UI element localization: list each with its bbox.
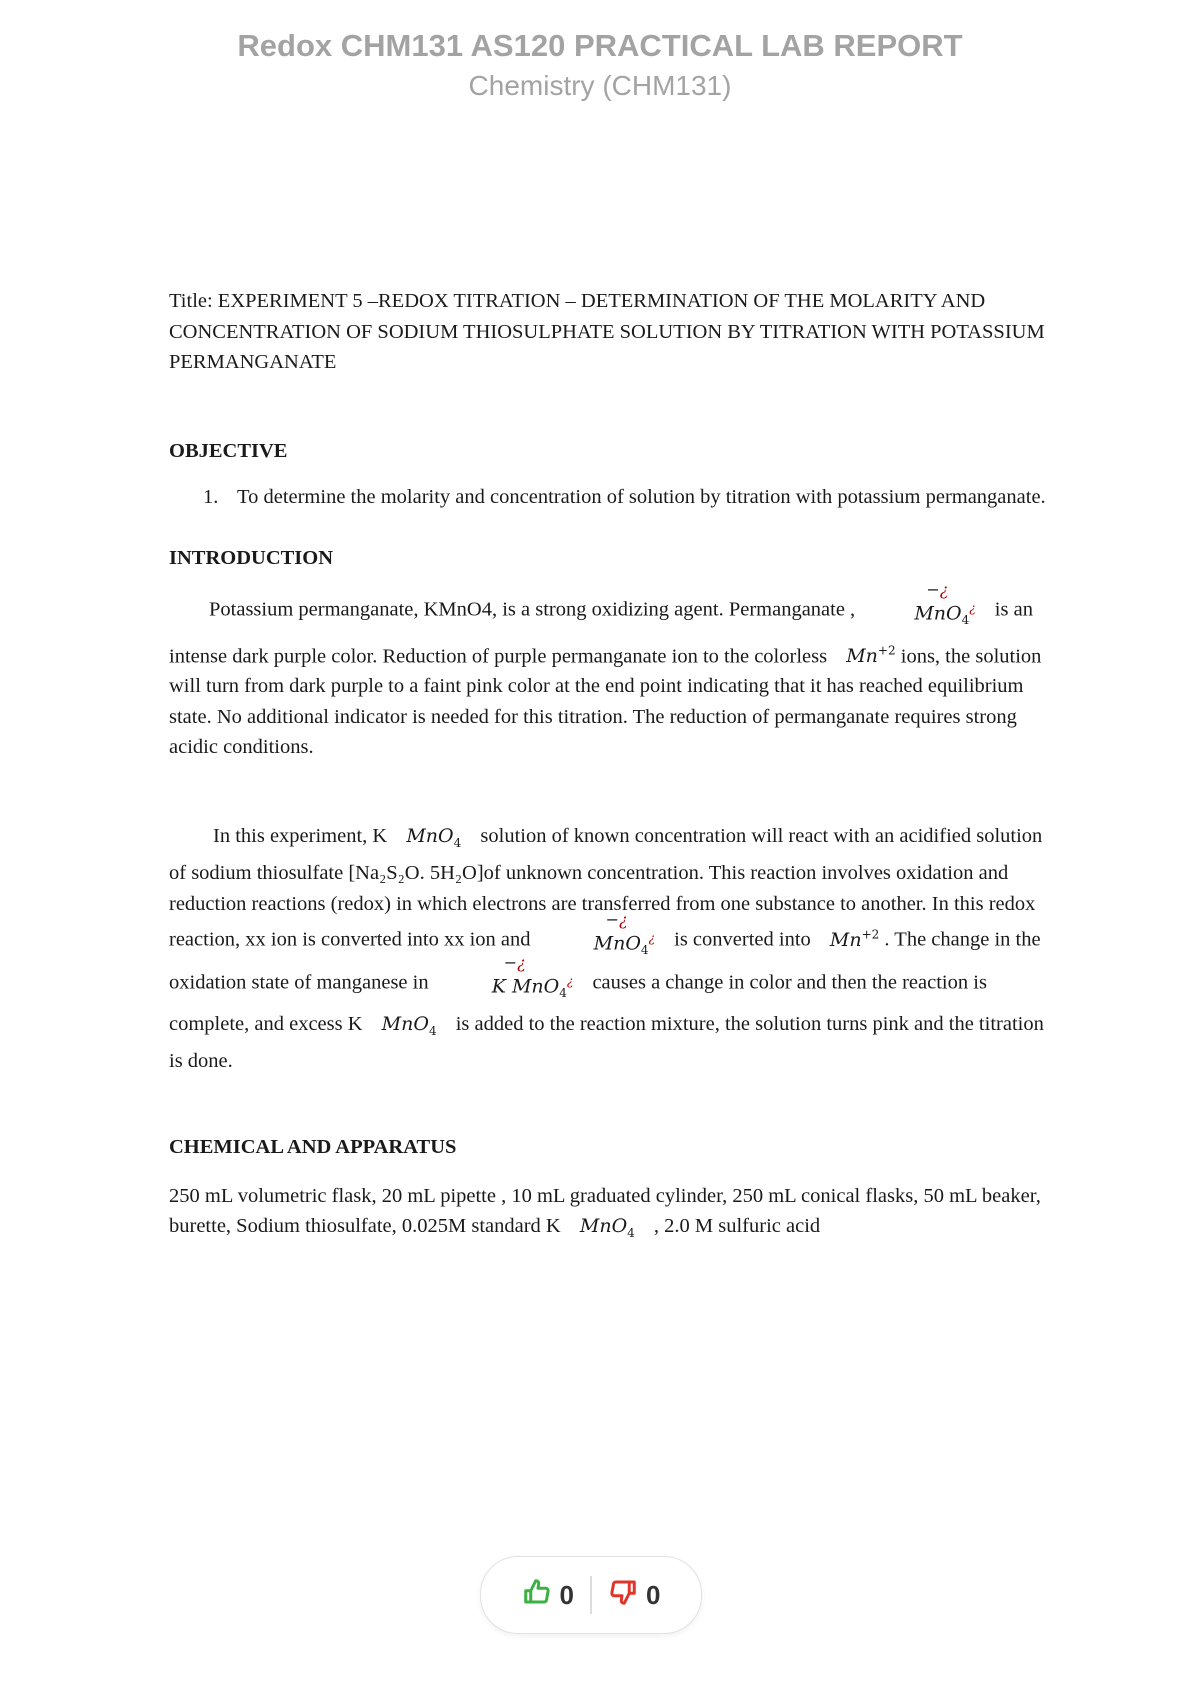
formula-manganese-ion: $Mn^{+2}$ xyxy=(846,643,896,667)
thumbs-up-icon xyxy=(522,1577,552,1614)
list-number: 1. xyxy=(203,486,219,508)
objective-list xyxy=(169,482,1059,513)
formula-manganese-ion: $Mn^{+2}$ xyxy=(829,927,880,951)
introduction-heading: INTRODUCTION xyxy=(169,546,334,569)
formula-potassium-permanganate-ion: −¿ K MnO$_4$¿ xyxy=(491,952,574,1000)
formula-permanganate-ion: −¿ MnO$_4$¿ xyxy=(914,580,976,628)
vote-bar xyxy=(480,1556,702,1634)
intro-paragraph-2: In this experiment, K MnO$_4$ solution of known concentration will react with an acidified solution of sodium thiosulfate [Na₂S₂O. 5H₂O]of unknown concentration. This reaction involves oxidation and reduction reactions (redox) in which electrons are transferred from one substance to another. In this redox reaction, xx ion is converted into xx ion and −¿ MnO$_4$¿ is converted into $Mn^{+2}$ . The change in the oxidation state of manganese in −¿ K MnO$_4$¿ causes a change in color and then the reaction is complete, and excess K MnO$_4$ is added to the reaction mixture, the solution turns pink and the titration is done. xyxy=(169,824,1044,1072)
downvote-count: 0 xyxy=(646,1579,661,1610)
chemicals-heading: CHEMICAL AND APPARATUS xyxy=(169,1136,457,1159)
objective-heading: OBJECTIVE xyxy=(169,439,288,462)
document-title: Redox CHM131 AS120 PRACTICAL LAB REPORT xyxy=(237,28,963,63)
formula-permanganate-ion: −¿ MnO$_4$¿ xyxy=(593,910,655,958)
list-item xyxy=(169,482,1059,513)
chemicals-paragraph: 250 mL volumetric flask, 20 mL pipette , 10 mL graduated cylinder, 250 mL conical flasks, 50 mL beaker, burette, Sodium thiosulfate, 0.025M standard K MnO$_4$ , 2.0 M sulfuric acid xyxy=(169,1184,1041,1241)
upvote-count: 0 xyxy=(559,1579,574,1610)
divider xyxy=(590,1576,592,1614)
document-page xyxy=(169,286,1059,1249)
experiment-title: Title: EXPERIMENT 5 –REDOX TITRATION – DETERMINATION OF THE MOLARITY AND CONCENTRATION OF SODIUM THIOSULPHATE SOLUTION BY TITRATION WITH POTASSIUM PERMANGANATE xyxy=(169,290,1045,373)
course-name: Chemistry (CHM131) xyxy=(468,70,732,101)
formula-permanganate: MnO$_4$ xyxy=(406,824,462,850)
objective-text: To determine the molarity and concentration of solution by titration with potassium permanganate. xyxy=(237,486,1046,508)
intro-paragraph-1: Potassium permanganate, KMnO4, is a strong oxidizing agent. Permanganate , −¿ MnO$_4$¿ is an intense dark purple color. Reduction of purple permanganate ion to the colorless $Mn^{+2}$ ions, the solution will turn from dark purple to a faint pink color at the end point indicating that it has reached equilibrium state. No additional indicator is needed for this titration. The reduction of permanganate requires strong acidic conditions. xyxy=(169,580,1042,759)
downvote-button[interactable] xyxy=(598,1577,670,1614)
document-header xyxy=(0,26,1200,104)
upvote-button[interactable] xyxy=(512,1577,584,1614)
thumbs-down-icon xyxy=(608,1577,638,1614)
formula-permanganate: MnO$_4$ xyxy=(381,1012,437,1038)
formula-permanganate: MnO$_4$ xyxy=(579,1215,635,1241)
